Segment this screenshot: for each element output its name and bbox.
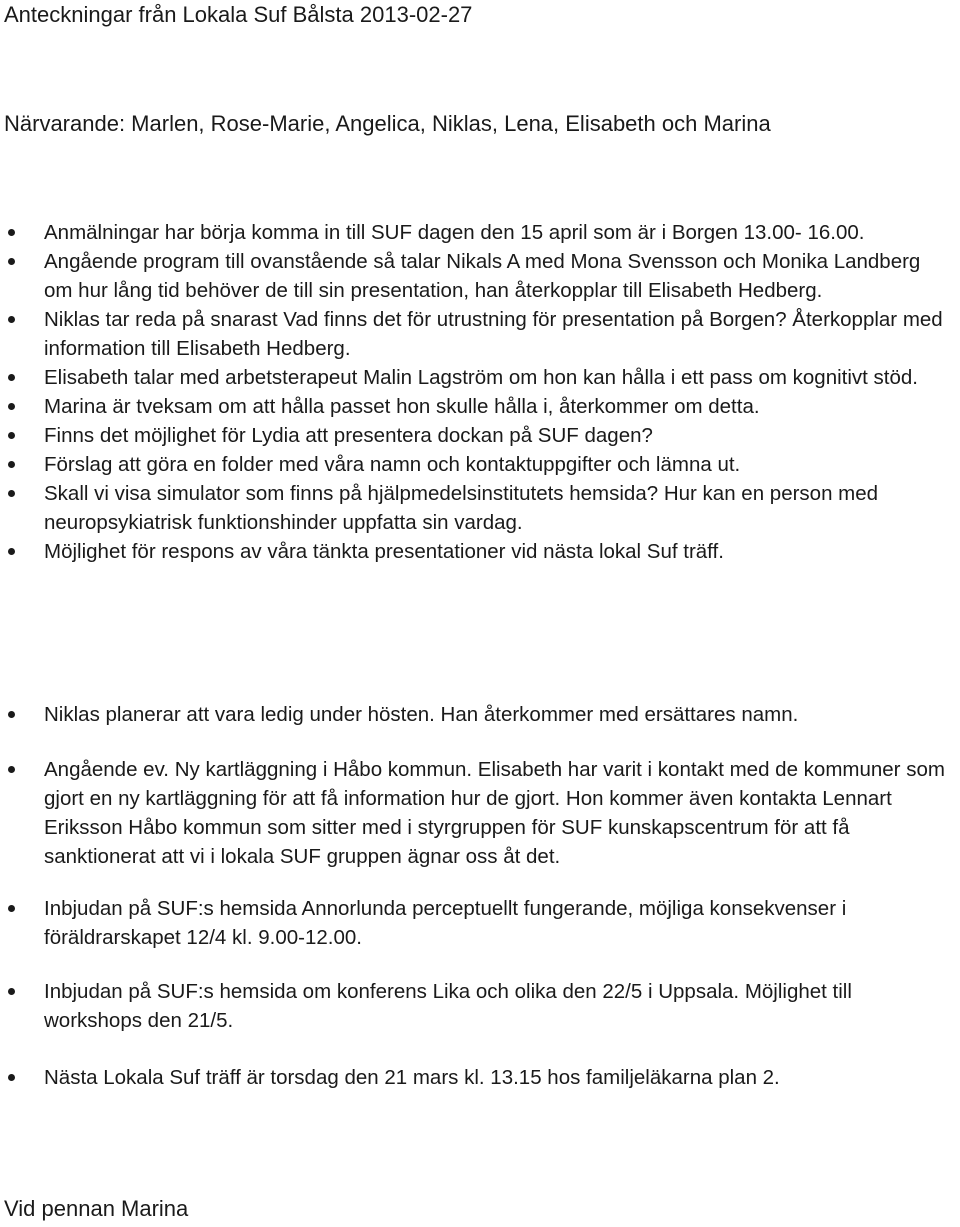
- bullet-icon: [8, 490, 15, 497]
- list-item-text: Möjlighet för respons av våra tänkta presentationer vid nästa lokal Suf träff.: [44, 540, 724, 563]
- list-item-text: Angående program till ovanstående så talar Nikals A med Mona Svensson och Monika Landberg om hur lång tid behöver de till sin presentation, han återkopplar till Elisabeth Hedberg.: [44, 250, 921, 302]
- bullet-icon: [8, 711, 15, 718]
- list-item: [0, 247, 960, 305]
- list-item-text: Niklas planerar att vara ledig under hösten. Han återkommer med ersättares namn.: [44, 703, 799, 726]
- list-item: [0, 218, 960, 247]
- list-item-text: Finns det möjlighet för Lydia att presentera dockan på SUF dagen?: [44, 424, 653, 447]
- bullet-icon: [8, 905, 15, 912]
- bullet-list-invite-1: [0, 894, 960, 952]
- list-item-text: Anmälningar har börja komma in till SUF dagen den 15 april som är i Borgen 13.00- 16.00.: [44, 221, 865, 244]
- bullet-list-niklas: [0, 700, 960, 729]
- bullet-list-invite-2: [0, 977, 960, 1035]
- list-item-text: Elisabeth talar med arbetsterapeut Malin Lagström om hon kan hålla i ett pass om kognitivt stöd.: [44, 366, 918, 389]
- bullet-list-next-meeting: [0, 1063, 960, 1092]
- bullet-icon: [8, 403, 15, 410]
- signature-line: Vid pennan Marina: [4, 1196, 189, 1221]
- list-item: [0, 421, 960, 450]
- bullet-icon: [8, 258, 15, 265]
- list-item-text: Marina är tveksam om att hålla passet hon skulle hålla i, återkommer om detta.: [44, 395, 760, 418]
- list-item-text: Niklas tar reda på snarast Vad finns det för utrustning för presentation på Borgen? Återkopplar med information till Elisabeth Hedberg.: [44, 308, 943, 360]
- bullet-icon: [8, 461, 15, 468]
- list-item: [0, 450, 960, 479]
- bullet-icon: [8, 229, 15, 236]
- list-item: [0, 363, 960, 392]
- list-item: [0, 977, 960, 1035]
- bullet-icon: [8, 766, 15, 773]
- bullet-list-survey: [0, 755, 960, 871]
- list-item-text: Förslag att göra en folder med våra namn och kontaktuppgifter och lämna ut.: [44, 453, 741, 476]
- list-item: [0, 537, 960, 566]
- list-item: [0, 700, 960, 729]
- bullet-icon: [8, 374, 15, 381]
- list-item-text: Skall vi visa simulator som finns på hjälpmedelsinstitutets hemsida? Hur kan en person med neuropsykiatrisk funktionshinder uppfatta sin vardag.: [44, 482, 879, 534]
- bullet-icon: [8, 988, 15, 995]
- list-item-text: Angående ev. Ny kartläggning i Håbo kommun. Elisabeth har varit i kontakt med de kommuner som gjort en ny kartläggning för att få information hur de gjort. Hon kommer även kontakta Lennart Eriksson Håbo kommun som sitter med i styrgruppen för SUF kunskapscentrum för att få sanktionerat att vi i lokala SUF gruppen ägnar oss åt det.: [44, 758, 945, 868]
- list-item: [0, 755, 960, 871]
- bullet-icon: [8, 1074, 15, 1081]
- list-item: [0, 479, 960, 537]
- bullet-icon: [8, 548, 15, 555]
- document-title: Anteckningar från Lokala Suf Bålsta 2013-02-27: [4, 2, 473, 27]
- list-item: [0, 392, 960, 421]
- attendees-line: Närvarande: Marlen, Rose-Marie, Angelica, Niklas, Lena, Elisabeth och Marina: [4, 111, 771, 136]
- bullet-list-main: [0, 218, 960, 566]
- list-item: [0, 305, 960, 363]
- list-item: [0, 1063, 960, 1092]
- bullet-icon: [8, 316, 15, 323]
- bullet-icon: [8, 432, 15, 439]
- list-item-text: Inbjudan på SUF:s hemsida om konferens Lika och olika den 22/5 i Uppsala. Möjlighet till workshops den 21/5.: [44, 980, 852, 1032]
- list-item-text: Inbjudan på SUF:s hemsida Annorlunda perceptuellt fungerande, möjliga konsekvenser i föräldrarskapet 12/4 kl. 9.00-12.00.: [44, 897, 847, 949]
- list-item: [0, 894, 960, 952]
- list-item-text: Nästa Lokala Suf träff är torsdag den 21 mars kl. 13.15 hos familjeläkarna plan 2.: [44, 1066, 780, 1089]
